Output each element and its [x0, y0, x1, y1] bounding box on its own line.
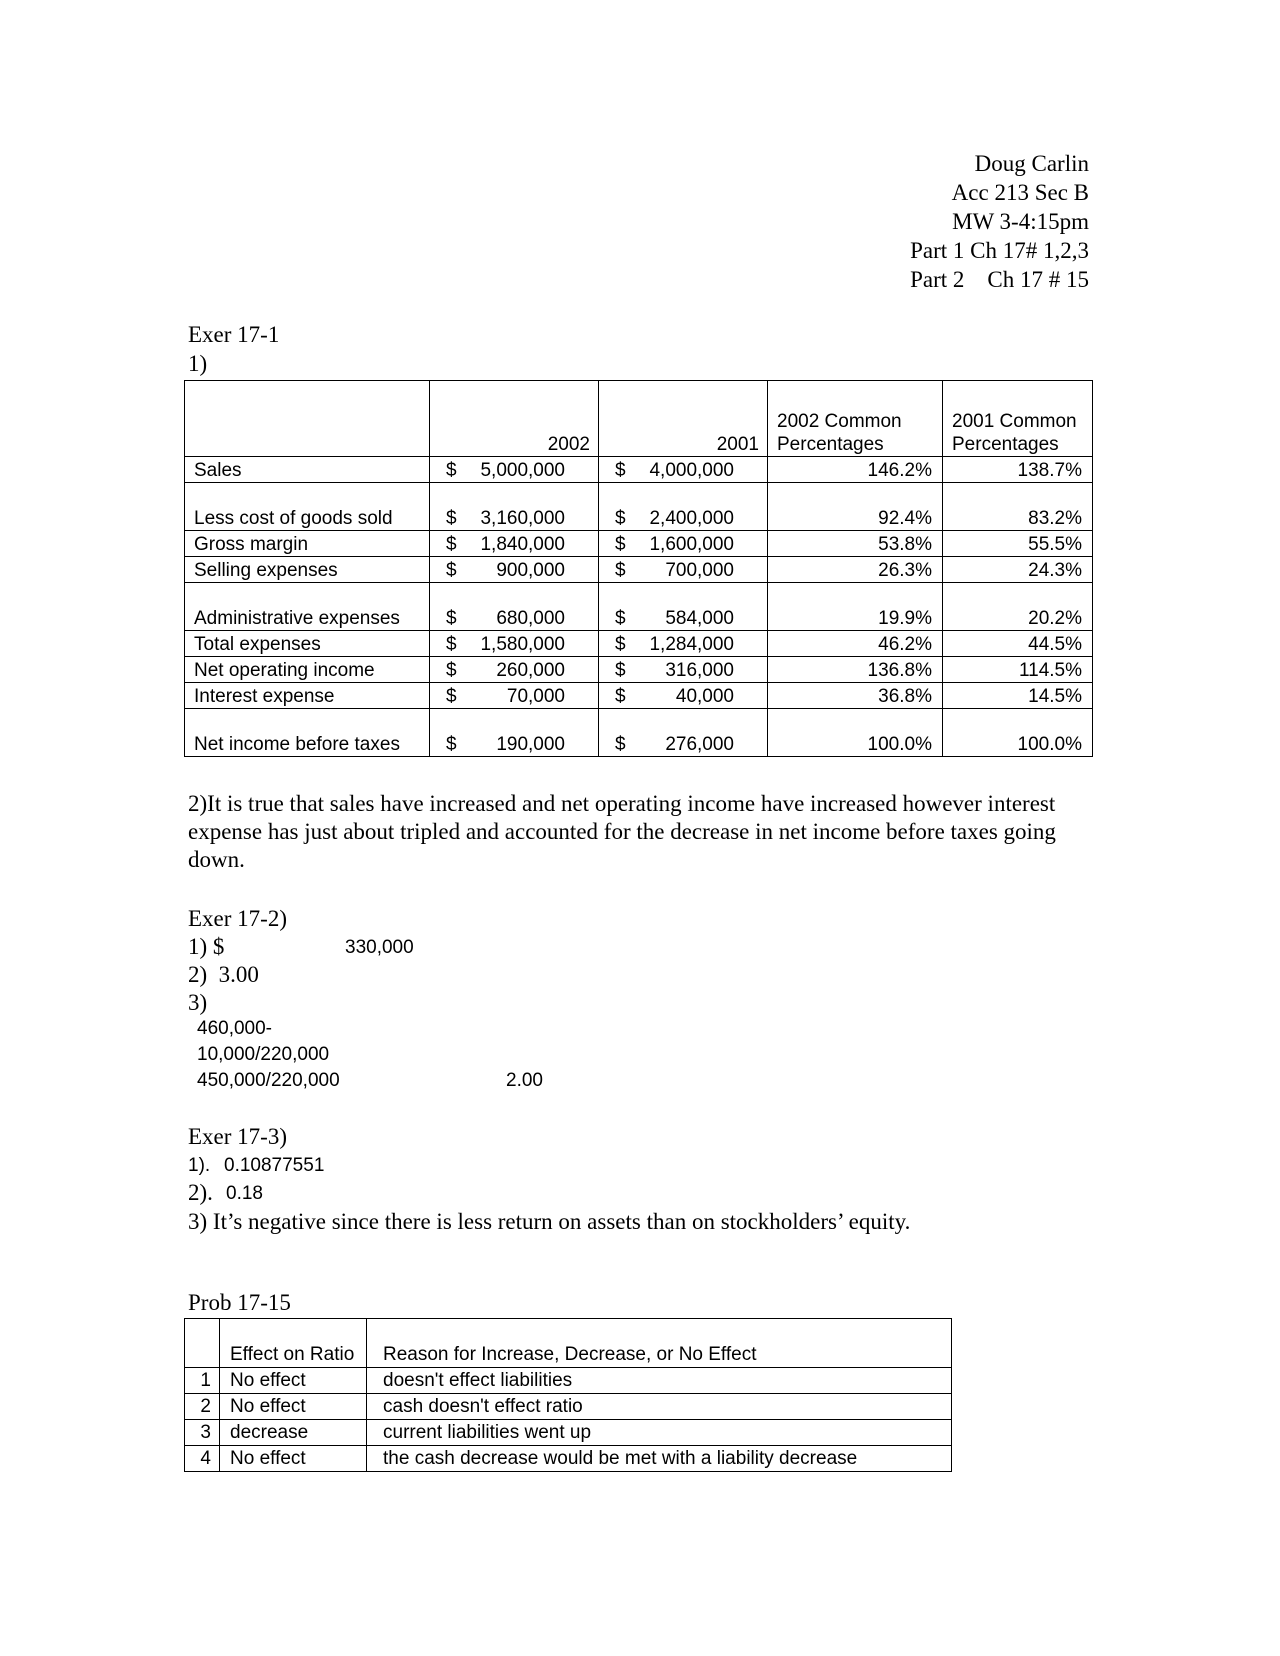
exer2-calc-line1: 460,000- — [197, 1018, 273, 1039]
currency-symbol: $ — [615, 734, 626, 755]
percent-2001: 14.5% — [943, 683, 1093, 709]
currency-symbol: $ — [446, 686, 457, 707]
exer3-title: Exer 17-3) — [188, 1124, 287, 1149]
value-2001: 584,000 — [665, 608, 734, 629]
percent-2002: 36.8% — [768, 683, 943, 709]
table-row — [185, 631, 1093, 657]
row-number: 2 — [185, 1394, 220, 1420]
value-2001: 2,400,000 — [649, 508, 734, 529]
row-label: Net income before taxes — [185, 709, 430, 757]
header-cell-blank — [185, 1319, 220, 1368]
value-2001: 276,000 — [665, 734, 734, 755]
percent-2002: 146.2% — [768, 457, 943, 483]
assignment-part2: Part 2 Ch 17 # 15 — [910, 267, 1089, 292]
header-reason: Reason for Increase, Decrease, or No Effect — [367, 1319, 952, 1368]
currency-symbol: $ — [615, 508, 626, 529]
row-reason: the cash decrease would be met with a liability decrease — [367, 1446, 952, 1472]
percent-2001: 55.5% — [943, 531, 1093, 557]
percent-2002: 100.0% — [768, 709, 943, 757]
row-effect: No effect — [220, 1446, 367, 1472]
value-2002: 680,000 — [496, 608, 565, 629]
currency-symbol: $ — [446, 508, 457, 529]
exer2-calc-line3: 450,000/220,000 — [197, 1070, 340, 1091]
row-label: Net operating income — [185, 657, 430, 683]
header-2002: 2002 — [430, 381, 599, 457]
header-2001: 2001 — [599, 381, 768, 457]
value-2002-cell — [430, 557, 599, 583]
percent-2001: 44.5% — [943, 631, 1093, 657]
exer3-a1-label: 1). — [188, 1155, 211, 1176]
value-2002-cell — [430, 457, 599, 483]
exer2-a1-label: 1) $ — [188, 934, 225, 959]
header-block — [910, 149, 1089, 294]
exer3-a2-value: 0.18 — [226, 1183, 263, 1204]
value-2002: 1,840,000 — [480, 534, 565, 555]
value-2001-cell — [599, 583, 768, 631]
row-label: Less cost of goods sold — [185, 483, 430, 531]
value-2001: 1,600,000 — [649, 534, 734, 555]
value-2001-cell — [599, 457, 768, 483]
exer1-answer2: 2)It is true that sales have increased and net operating income have increased however interest expense has just about tripled and accounted for the decrease in net income before taxes going down. — [188, 791, 1056, 872]
table-row — [185, 557, 1093, 583]
value-2001-cell — [599, 483, 768, 531]
value-2001: 316,000 — [665, 660, 734, 681]
currency-symbol: $ — [446, 660, 457, 681]
row-label: Gross margin — [185, 531, 430, 557]
value-2002-cell — [430, 709, 599, 757]
percent-2002: 19.9% — [768, 583, 943, 631]
percent-2001: 100.0% — [943, 709, 1093, 757]
table-header-row — [185, 381, 1093, 457]
value-2002: 260,000 — [496, 660, 565, 681]
table-row — [185, 709, 1093, 757]
table-row — [185, 683, 1093, 709]
value-2002: 900,000 — [496, 560, 565, 581]
value-2001: 700,000 — [665, 560, 734, 581]
value-2002-cell — [430, 483, 599, 531]
row-reason: cash doesn't effect ratio — [367, 1394, 952, 1420]
percent-2002: 136.8% — [768, 657, 943, 683]
exer2-a3: 3) — [188, 990, 208, 1015]
percent-2001: 114.5% — [943, 657, 1093, 683]
percent-2002: 26.3% — [768, 557, 943, 583]
currency-symbol: $ — [615, 608, 626, 629]
prob15-title: Prob 17-15 — [188, 1290, 291, 1315]
table-row — [185, 1446, 952, 1472]
table-row — [185, 1368, 952, 1394]
percent-2001: 20.2% — [943, 583, 1093, 631]
currency-symbol: $ — [446, 534, 457, 555]
exer2-calc-result: 2.00 — [506, 1070, 543, 1091]
income-statement-table — [184, 380, 1093, 757]
exer2-title: Exer 17-2) — [188, 906, 287, 931]
currency-symbol: $ — [446, 460, 457, 481]
row-label: Sales — [185, 457, 430, 483]
value-2001-cell — [599, 657, 768, 683]
row-reason: doesn't effect liabilities — [367, 1368, 952, 1394]
course-name: Acc 213 Sec B — [951, 180, 1089, 205]
currency-symbol: $ — [446, 560, 457, 581]
exer3-a2-label: 2). — [188, 1180, 213, 1205]
header-2001-common: 2001 Common Percentages — [943, 381, 1093, 457]
exer1-subpart: 1) — [188, 351, 208, 376]
table-row — [185, 583, 1093, 631]
row-number: 4 — [185, 1446, 220, 1472]
percent-2001: 24.3% — [943, 557, 1093, 583]
value-2001: 4,000,000 — [649, 460, 734, 481]
percent-2002: 92.4% — [768, 483, 943, 531]
currency-symbol: $ — [615, 634, 626, 655]
row-label: Selling expenses — [185, 557, 430, 583]
exer3-a1-value: 0.10877551 — [224, 1155, 325, 1176]
percent-2001: 138.7% — [943, 457, 1093, 483]
table-row — [185, 657, 1093, 683]
table-row — [185, 483, 1093, 531]
header-2002-common: 2002 Common Percentages — [768, 381, 943, 457]
value-2001-cell — [599, 683, 768, 709]
value-2002: 70,000 — [506, 686, 565, 707]
row-effect: No effect — [220, 1368, 367, 1394]
value-2002-cell — [430, 583, 599, 631]
value-2001-cell — [599, 557, 768, 583]
value-2002: 190,000 — [496, 734, 565, 755]
student-name: Doug Carlin — [974, 151, 1089, 176]
row-number: 1 — [185, 1368, 220, 1394]
header-effect: Effect on Ratio — [220, 1319, 367, 1368]
currency-symbol: $ — [446, 634, 457, 655]
table-row — [185, 457, 1093, 483]
value-2002-cell — [430, 631, 599, 657]
row-number: 3 — [185, 1420, 220, 1446]
exer1-title: Exer 17-1 — [188, 322, 280, 347]
currency-symbol: $ — [615, 460, 626, 481]
assignment-part1: Part 1 Ch 17# 1,2,3 — [910, 238, 1089, 263]
exer3-a3: 3) It’s negative since there is less return on assets than on stockholders’ equity. — [188, 1209, 911, 1234]
value-2001: 40,000 — [675, 686, 734, 707]
value-2002: 1,580,000 — [480, 634, 565, 655]
value-2002-cell — [430, 657, 599, 683]
row-effect: No effect — [220, 1394, 367, 1420]
class-time: MW 3-4:15pm — [952, 209, 1089, 234]
currency-symbol: $ — [446, 734, 457, 755]
table-row — [185, 531, 1093, 557]
value-2001-cell — [599, 709, 768, 757]
ratio-effect-table — [184, 1318, 952, 1472]
currency-symbol: $ — [446, 608, 457, 629]
percent-2002: 53.8% — [768, 531, 943, 557]
currency-symbol: $ — [615, 534, 626, 555]
row-label: Total expenses — [185, 631, 430, 657]
row-reason: current liabilities went up — [367, 1420, 952, 1446]
currency-symbol: $ — [615, 660, 626, 681]
value-2002-cell — [430, 683, 599, 709]
value-2002: 3,160,000 — [480, 508, 565, 529]
percent-2002: 46.2% — [768, 631, 943, 657]
value-2001-cell — [599, 631, 768, 657]
row-effect: decrease — [220, 1420, 367, 1446]
header-cell-blank — [185, 381, 430, 457]
table-row — [185, 1420, 952, 1446]
value-2002: 5,000,000 — [480, 460, 565, 481]
currency-symbol: $ — [615, 686, 626, 707]
row-label: Administrative expenses — [185, 583, 430, 631]
table-header-row — [185, 1319, 952, 1368]
exer2-a2: 2) 3.00 — [188, 962, 259, 987]
row-label: Interest expense — [185, 683, 430, 709]
value-2001: 1,284,000 — [649, 634, 734, 655]
table-row — [185, 1394, 952, 1420]
exer2-a1-value: 330,000 — [345, 937, 414, 958]
value-2002-cell — [430, 531, 599, 557]
currency-symbol: $ — [615, 560, 626, 581]
exer2-calc-line2: 10,000/220,000 — [197, 1044, 330, 1065]
percent-2001: 83.2% — [943, 483, 1093, 531]
value-2001-cell — [599, 531, 768, 557]
